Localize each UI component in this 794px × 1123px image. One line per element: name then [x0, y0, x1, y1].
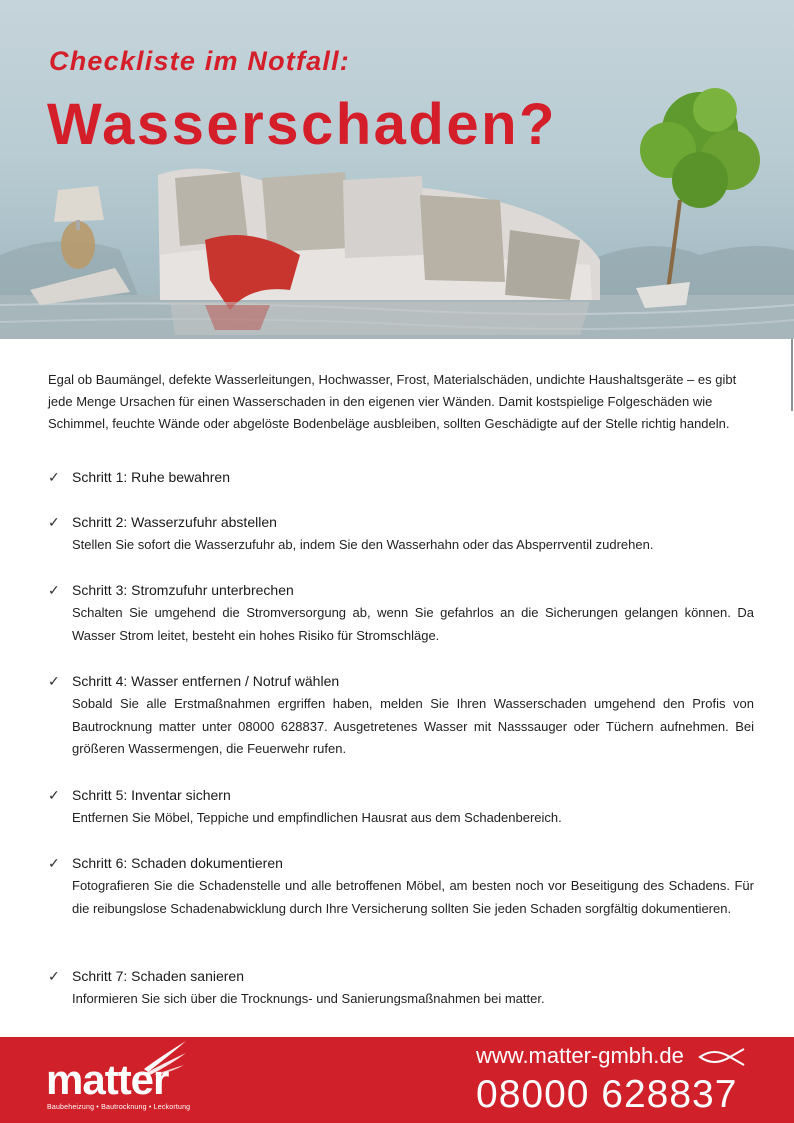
step-title: Schritt 4: Wasser entfernen / Notruf wählen — [72, 673, 340, 689]
fish-icon — [698, 1048, 746, 1066]
checkmark-icon: ✓ — [48, 673, 60, 689]
intro-paragraph: Egal ob Baumängel, defekte Wasserleitungen, Hochwasser, Frost, Materialschäden, undichte Haushaltsgeräte – es gibt jede Menge Ursachen für einen Wasserschaden in den eigenen vier Wänden. Damit kostspielige Folgeschäden wie Schimmel, feuchte Wände oder abgelöste Bodenbeläge ausbleiben, sollten Geschädigte auf der Stelle richtig handeln. — [48, 372, 737, 431]
checkmark-icon: ✓ — [48, 855, 60, 871]
logo-tagline: Baubeheizung • Bautrocknung • Leckortung — [47, 1104, 191, 1111]
step-description: Fotografieren Sie die Schadenstelle und alle betroffenen Möbel, am besten noch vor Beseitigung des Schadens. Für die reibungslose Schadenabwicklung durch Ihre Versicherung sollten Sie jeden Schaden sorgfältig dokumentieren. — [72, 878, 754, 916]
phone-number[interactable]: 08000 628837 — [476, 1073, 738, 1116]
checkmark-icon: ✓ — [48, 582, 60, 598]
website-link[interactable]: www.matter-gmbh.de — [476, 1043, 684, 1068]
step-title: Schritt 1: Ruhe bewahren — [72, 469, 230, 485]
checkmark-icon: ✓ — [48, 514, 60, 530]
subtitle: Checkliste im Notfall: — [49, 46, 350, 76]
step-title: Schritt 3: Stromzufuhr unterbrechen — [72, 582, 294, 598]
page-title: Wasserschaden? — [47, 92, 557, 157]
step-description: Entfernen Sie Möbel, Teppiche und empfindlichen Hausrat aus dem Schadenbereich. — [72, 810, 562, 825]
step-title: Schritt 5: Inventar sichern — [72, 787, 231, 803]
step-title: Schritt 6: Schaden dokumentieren — [72, 855, 283, 871]
footer-banner — [0, 1037, 794, 1123]
step-description: Informieren Sie sich über die Trocknungs- und Sanierungsmaßnahmen bei matter. — [72, 991, 545, 1006]
hero-image — [0, 0, 794, 339]
checkmark-icon: ✓ — [48, 787, 60, 803]
step-description: Sobald Sie alle Erstmaßnahmen ergriffen haben, melden Sie Ihren Wasserschaden umgehend den Profis von Bautrocknung matter unter 08000 628837. Ausgetretenes Wasser mit Nasssauger oder Tüchern aufnehmen. Bei größeren Wassermengen, die Feuerwehr rufen. — [72, 696, 754, 756]
step-title: Schritt 7: Schaden sanieren — [72, 968, 244, 984]
margin-rule — [791, 339, 793, 411]
step-description: Schalten Sie umgehend die Stromversorgung ab, wenn Sie gefahrlos an die Sicherungen gelangen können. Da Wasser Strom leitet, besteht ein hohes Risiko für Stromschläge. — [72, 605, 754, 643]
checkmark-icon: ✓ — [48, 469, 60, 485]
logo-wordmark: matter — [46, 1056, 169, 1103]
step-description: Stellen Sie sofort die Wasserzufuhr ab, indem Sie den Wasserhahn oder das Absperrventil zudrehen. — [72, 537, 654, 552]
checkmark-icon: ✓ — [48, 968, 60, 984]
step-title: Schritt 2: Wasserzufuhr abstellen — [72, 514, 277, 530]
